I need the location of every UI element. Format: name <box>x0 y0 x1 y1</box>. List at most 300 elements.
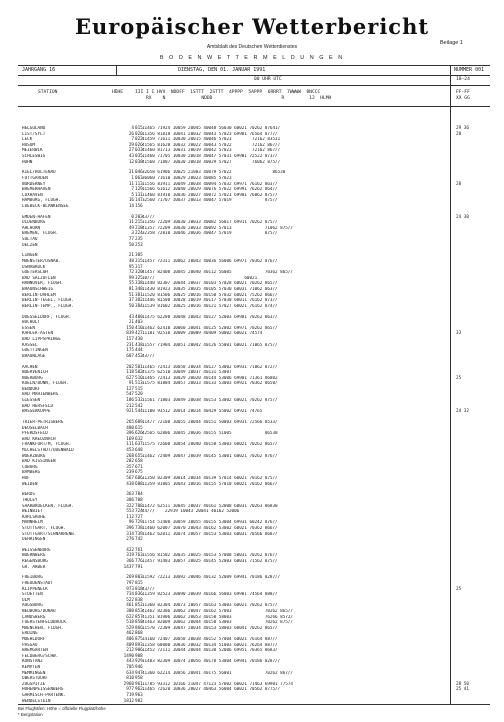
synop-code: 32658 61906 10025 21003 40079 57022 86530 <box>142 170 286 176</box>
station-height: 438 <box>126 481 134 487</box>
gust-value: 33 <box>456 331 462 337</box>
station-index: 838 <box>135 597 143 603</box>
station-height: 16 <box>128 198 134 204</box>
station-index: 224 <box>135 231 143 237</box>
synop-code: 36060 71610 10029 20023 40085 57023 <box>142 175 232 181</box>
station-name: BAD KISSINGEN <box>22 459 56 465</box>
synop-code: 11556 81911 10049 20038 40094 57032 69971 76162 863// <box>142 181 278 187</box>
synop-code: 41351 81906 10062 20053 40158 58003 76266 8572/ <box>142 614 293 620</box>
station-index: 648 <box>135 448 143 453</box>
station-height: 462 <box>126 631 134 637</box>
station-name: GIESSEN <box>22 398 41 404</box>
station-height: 3 <box>131 231 134 237</box>
station-height: 186 <box>126 398 134 404</box>
synop-code: 11561 71803 10049 20038 40153 53002 60021 70262 875// <box>142 398 278 404</box>
station-height: 26 <box>128 131 134 137</box>
station-height: 627 <box>126 375 134 381</box>
station-name: OLDENBURG <box>22 220 46 226</box>
station-name: MEMMINGEN <box>22 670 46 676</box>
synop-code: 41560 71807 10030 20018 40029 57027 76062 875// <box>142 159 281 165</box>
station-index: 501 <box>135 364 143 370</box>
station-index: 403 <box>135 320 143 326</box>
station-height: 49 <box>128 225 134 231</box>
station-index: 626 <box>135 431 143 437</box>
station-height: 268 <box>126 453 134 459</box>
station-height: 212 <box>126 648 134 654</box>
issue-date: DIENSTAG, DEN 01. JANUAR 1991 <box>178 67 266 73</box>
station-index: 868 <box>135 631 143 637</box>
station-height: 719 <box>126 692 134 698</box>
bulletin-subtitle: Amtsblatt des Deutschen Wetterdienstes <box>206 44 298 50</box>
station-index: 542 <box>135 403 143 409</box>
station-name: KIEL/HOLTENAU <box>22 170 56 176</box>
station-height: 48 <box>128 259 134 265</box>
station-index: 253 <box>135 242 143 248</box>
station-index: 131 <box>135 192 143 198</box>
station-name: FELDBERG/SCHW. <box>22 653 59 659</box>
station-index: 026 <box>135 142 143 148</box>
station-index: 502 <box>135 370 143 376</box>
station-index: 317 <box>135 264 143 270</box>
synop-code: 43/// <box>142 353 155 359</box>
station-row <box>18 204 490 210</box>
synop-code: 11575 72608 10054 20040 40158 53003 60021 70262 865// <box>142 442 278 448</box>
station-height: 37 <box>128 298 134 304</box>
station-name: COBURG <box>22 464 38 470</box>
gust-value: 28 <box>456 131 462 137</box>
station-group <box>18 420 490 487</box>
synop-code: 41360 62214 10056 20041 40175 56001 70262 867// <box>142 670 293 676</box>
footnote-mountain: * Bergstation <box>18 711 43 717</box>
station-height: 127 <box>126 386 134 392</box>
station-height: 157 <box>126 336 134 342</box>
synop-code: 11360 82304 10073 20057 40163 53003 60021 70262 875// <box>142 603 278 609</box>
station-index: 427 <box>135 331 143 337</box>
station-index: 853 <box>135 609 143 614</box>
gust-value: 28 <box>456 181 462 187</box>
station-index: 742 <box>135 537 143 543</box>
station-name: NORDERNEY <box>22 181 46 187</box>
station-name: LINGEN <box>22 253 38 259</box>
station-index: 866 <box>135 625 143 631</box>
station-index: 235 <box>135 237 143 243</box>
station-height: 380 <box>126 609 134 614</box>
station-index: 015 <box>135 126 143 131</box>
bulletin-title: Europäischer Wetterbericht <box>74 14 430 39</box>
station-index: 033 <box>135 148 143 154</box>
station-height: 1832 <box>123 698 134 704</box>
synop-code: 41462 82306 10062 20047 40162 57003 70262 865// <box>142 609 293 614</box>
station-height: 461 <box>126 603 134 609</box>
station-height: 265 <box>126 420 134 426</box>
station-name: KARLSRUHE <box>22 514 46 520</box>
station-index: 615 <box>135 425 143 431</box>
station-height: 77 <box>128 237 134 243</box>
station-height: 443 <box>126 659 134 665</box>
station-name: MUENSTER/OSNAB. <box>22 259 61 265</box>
synop-code: 11462 62011 10074 20057 40153 53003 60031 70566 8687/ <box>142 531 278 537</box>
synop-code: 32560 71707 10037 20013 40047 57019 875// <box>142 198 278 204</box>
station-name: LIST/SYLT <box>22 131 46 137</box>
station-name: NUERBURG <box>22 375 43 381</box>
station-name: ERDING <box>22 631 38 637</box>
station-group <box>18 170 490 209</box>
synop-code: 11430 81923 10035 20035 40105 57030 60031 71062 863// <box>142 287 278 292</box>
ff-header-1: FF-FF <box>456 90 470 95</box>
station-index: 430 <box>135 336 143 342</box>
station-name: HAMBURG, FLUGH. <box>22 198 61 204</box>
station-height: 12 <box>128 159 134 165</box>
synop-code: 11557 71904 10051 20042 40126 55001 60021 71065 875// <box>142 342 278 348</box>
station-name: SAARBRUECKEN, FLUGH. <box>22 503 74 509</box>
station-height: 734 <box>126 592 134 598</box>
synop-code: 11462 62410 10060 20041 40125 52002 69971 70262 865// <box>142 325 278 331</box>
station-index: 857 <box>135 614 143 620</box>
station-name: THOLEY <box>22 497 38 503</box>
station-index: 655 <box>135 453 143 459</box>
station-group <box>18 126 490 165</box>
station-name: KONSTANZ <box>22 659 43 665</box>
station-height: 282 <box>126 459 134 465</box>
synop-code: 11556 81502 10035 20025 40153 57008 50031 70262 876// <box>142 553 278 559</box>
station-height: 5 <box>131 192 134 198</box>
synop-code: 11359 81805 10043 20016 40155 57010 60021 70162 866// <box>142 481 278 487</box>
synop-code: 10/// 60021 <box>142 275 258 281</box>
station-index: 818 <box>135 586 143 592</box>
station-height: 4 <box>131 126 134 131</box>
station-height: 553 <box>126 509 134 515</box>
station-name: WEISSENBURG <box>22 547 51 553</box>
synop-code: 11465 71924 10059 20045 40048 56030 60021 70262 87641/ <box>142 126 281 131</box>
station-height: 797 <box>126 581 134 587</box>
station-height: 175 <box>126 348 134 354</box>
station-height: 14 <box>128 203 134 209</box>
station-index: 962 <box>135 687 143 693</box>
section-heading: B O D E N W E T T E R M E L D U N G E N <box>159 55 345 61</box>
station-index: 671 <box>135 464 143 470</box>
issue-number: NUMMER 001 <box>454 67 485 73</box>
station-name: AUGSBURG <box>22 603 43 609</box>
station-height: 1490 <box>123 653 134 659</box>
station-height: 363 <box>126 492 134 498</box>
station-name: WEIDEN <box>22 481 38 487</box>
station-index: 129 <box>135 187 143 193</box>
station-name: HUSUM <box>22 142 35 148</box>
station-index: 947 <box>135 670 143 676</box>
gust-value: 24 30 <box>456 214 469 220</box>
footnotes <box>18 706 106 717</box>
station-height: 319 <box>126 553 134 559</box>
station-height: 406 <box>126 636 134 642</box>
station-index: 893 <box>135 642 143 648</box>
station-name: HOHENPEISSENBERG <box>22 687 64 693</box>
station-height: 357 <box>126 464 134 470</box>
synop-code: 11475 62208 10048 20043 40127 52003 69981 70262 863// <box>142 314 278 320</box>
station-index: 961 <box>135 681 143 687</box>
station-height: 111 <box>126 442 134 448</box>
station-height: 95 <box>128 264 134 270</box>
station-name: KEMPTEN <box>22 664 41 670</box>
station-group <box>18 253 490 309</box>
station-height: 118 <box>126 370 134 376</box>
station-name: KAHLER-ASTEN <box>22 331 54 337</box>
station-name: BRAUNSCHWEIG <box>22 287 54 292</box>
station-name: BENDORF <box>22 386 41 392</box>
synop-code: 11477 72108 10055 20044 40151 50003 69931 72566 8533/ <box>142 420 278 426</box>
station-name: PASSAU <box>22 642 38 648</box>
station-index: 022 <box>135 137 143 143</box>
station-index: 113 <box>135 181 143 187</box>
station-height: 276 <box>126 537 134 543</box>
station-height: 50 <box>128 242 134 248</box>
station-index: 688 <box>135 481 143 487</box>
station-name: BREMERHAVEN <box>22 187 51 193</box>
station-name: MUENCHEN, FLUGH. <box>22 625 64 631</box>
station-height: 202 <box>126 364 134 370</box>
station-index: 761 <box>135 547 143 553</box>
station-row <box>18 160 490 166</box>
synop-code: 11472 62511 10045 20037 40161 52008 60031 70263 86830 <box>142 503 278 509</box>
station-index: 906 <box>135 648 143 654</box>
station-name: WASSERKUPPE <box>22 409 51 415</box>
station-height: 43 <box>128 314 134 320</box>
time-range-label: 18–24 <box>456 77 470 82</box>
synop-code: 11754 51408 10059 20055 40155 53004 69931 60242 876// <box>142 520 278 526</box>
synop-code: 41375 62510 10049 20037 40131 53007 <box>142 370 232 376</box>
synop-code: 11/85 93312 10166 21047 47123 57002 60021 71463 69901 77574 <box>142 681 293 687</box>
station-name: KLIPPENECK <box>22 586 48 592</box>
station-name: OEHRINGEN <box>22 537 46 543</box>
station-height: 409 <box>126 642 134 648</box>
station-index: 020 <box>135 131 143 137</box>
synop-code: 11460 81910 10036 20027 40072 57023 69981 76062 875// <box>142 192 278 198</box>
station-name: BAD LIPPSPRINGE <box>22 336 61 342</box>
synop-code: 11356 81818 10041 20032 40043 57023 69981 76564 877// <box>142 131 278 137</box>
station-name: BREMGARTEN <box>22 648 48 654</box>
synop-code: 43/// <box>142 214 155 220</box>
station-height: 55 <box>128 281 134 287</box>
station-index: 727 <box>135 514 143 520</box>
station-height: 0 <box>131 214 134 220</box>
station-group <box>18 315 490 360</box>
station-height: 50 <box>128 303 134 309</box>
station-name: GR. ARBER <box>22 564 46 570</box>
station-index: 708 <box>135 503 143 509</box>
station-height: 921 <box>126 409 134 415</box>
station-name: TRIER-PETRISBERG <box>22 420 64 426</box>
synop-code: 32358 72010 10046 20036 40047 57019 875// <box>142 231 278 237</box>
station-index: 203 <box>135 214 143 220</box>
synop-code: 41460 81713 10031 20019 40042 57023 72162 867// <box>142 148 281 154</box>
station-height: 518 <box>126 620 134 626</box>
synop-code: 11465 72413 10029 20020 40144 53006 69901 71361 86802 <box>142 375 278 381</box>
station-name: SCHLESWIG <box>22 153 46 159</box>
synop-code: 11457 72311 10062 20043 40036 56006 69971 70362 876// <box>142 259 278 265</box>
station-index: 791 <box>135 564 143 570</box>
gust-value: 25 <box>456 375 462 381</box>
station-height: 322 <box>126 503 134 509</box>
station-index: 739 <box>135 531 143 537</box>
station-index: 658 <box>135 459 143 465</box>
station-height: 705 <box>126 664 134 670</box>
station-height: 396 <box>126 525 134 531</box>
station-index: 515 <box>135 386 143 392</box>
groups-header-2: RX N NDDD R 12 HLMH <box>146 96 332 101</box>
station-height: 91 <box>128 381 134 387</box>
supplement-label: Beilage 1 <box>440 40 463 46</box>
station-index: 410 <box>135 325 143 331</box>
synop-code: 42565 62806 10045 20036 40155 51005 86530 <box>142 431 278 437</box>
station-index: 946 <box>135 664 143 670</box>
synop-code: 11570 72309 10047 20034 40153 58003 60041 70262 865// <box>142 625 278 631</box>
station-height: 81 <box>128 287 134 292</box>
station-index: 852 <box>135 603 143 609</box>
synop-code: 11539 81602 10025 20016 40121 57027 60021 76162 874// <box>142 303 278 309</box>
station-name: STUTTGART/SCHNARRENB. <box>22 531 77 537</box>
station-height: 622 <box>126 614 134 620</box>
station-height: 567 <box>126 475 134 481</box>
station-index: 963 <box>135 692 143 698</box>
gust-value: 24 32 <box>456 409 469 415</box>
station-index: 908 <box>135 653 143 659</box>
station-name: BAMBERG <box>22 470 41 476</box>
station-height: 31 <box>128 170 134 176</box>
station-name: LUEBECK-BLANKENSEE <box>22 203 69 209</box>
station-name: ESSEN <box>22 325 35 331</box>
synop-code: 11359 82523 10090 20039 40166 56003 69901 74564 888// <box>142 592 278 598</box>
station-name: STUTTGART, FLUGH. <box>22 525 66 531</box>
station-name: HOHN <box>22 159 33 165</box>
station-row <box>18 354 490 360</box>
synop-code: 44/// 22919 10043 20041 40162 52006 <box>142 509 240 515</box>
station-index: 046 <box>135 170 143 176</box>
station-name: WEINBIET <box>22 509 43 515</box>
station-height: 231 <box>126 342 134 348</box>
station-name: HANNOVER, FLUGH. <box>22 281 64 287</box>
station-index: 738 <box>135 525 143 531</box>
station-name: BERLIN-DAHLEM <box>22 292 56 298</box>
station-name: HELGOLAND <box>22 126 46 131</box>
station-name: FRANKFURT/M, FLUGH. <box>22 442 72 448</box>
station-group <box>18 215 490 249</box>
station-height: 150 <box>126 325 134 331</box>
height-header: HÖHE <box>112 90 124 95</box>
station-height: 239 <box>126 470 134 476</box>
station-height: 21 <box>128 253 134 259</box>
synop-code: 11460 71705 10030 20018 40047 57031 69901 72522 873// <box>142 153 278 159</box>
station-index: 400 <box>135 314 143 320</box>
station-name: SOLTAU <box>22 237 38 243</box>
station-group <box>18 365 490 415</box>
station-name: OSNABRÜCK <box>22 264 46 270</box>
station-height: 269 <box>126 575 134 581</box>
station-index: 063 <box>135 175 143 181</box>
station-height: 422 <box>126 547 134 553</box>
station-row <box>18 537 490 543</box>
volume: JAHRGANG 16 <box>22 67 56 73</box>
station-height: 529 <box>126 625 134 631</box>
gust-value: 25 41 <box>456 687 469 693</box>
station-name: FREUDENSTADT <box>22 581 54 587</box>
synop-code: 11465 72620 10036 20027 40463 56004 60021 70562 8775// <box>142 687 281 693</box>
footnote-airport: Bei Flughäfen: Höhe = offizielle Flugplatzhöhe <box>18 706 106 711</box>
station-index: 325 <box>135 275 143 281</box>
station-index: 724 <box>135 509 143 515</box>
station-height: 96 <box>128 520 134 526</box>
station-index: 675 <box>135 470 143 476</box>
station-name: MICHELSTADT/ODENWALD <box>22 448 74 453</box>
synop-code: 11452 72111 10044 20044 40138 52006 69951 70365 8683/ <box>142 648 278 654</box>
station-index: 875 <box>135 636 143 642</box>
gust-value: 25 <box>456 586 462 592</box>
station-height: 396 <box>126 431 134 437</box>
station-index: 858 <box>135 620 143 626</box>
synop-code: 43/// <box>142 586 155 592</box>
station-name: KASSEL <box>22 342 38 348</box>
station-index: 215 <box>135 220 143 226</box>
station-index: 532 <box>135 398 143 404</box>
station-group <box>18 575 490 704</box>
station-height: 7 <box>131 137 134 143</box>
station-height: 11 <box>128 181 134 187</box>
station-name: BERLIN-TEGEL, FLUGH. <box>22 298 74 304</box>
station-index: 958 <box>135 676 143 682</box>
station-index: 348 <box>135 287 143 292</box>
station-row <box>18 565 490 571</box>
station-height: 1 <box>131 175 134 181</box>
synop-code: 11575 81804 10057 20033 40133 53003 69921 70362 8650/ <box>142 381 278 387</box>
station-name: BREMEN, FLUGH. <box>22 231 59 237</box>
station-name: GUETERSLOH <box>22 270 48 276</box>
station-row <box>18 482 490 488</box>
station-index: 729 <box>135 520 143 526</box>
gust-value: 29 36 <box>456 126 469 131</box>
station-height: 7 <box>131 187 134 193</box>
station-height: 21 <box>128 320 134 326</box>
station-height: 386 <box>126 497 134 503</box>
synop-code: 41459 71611 10030 20015 40046 57023 72162 83531 <box>142 137 281 143</box>
station-index: 815 <box>135 581 143 587</box>
station-index: 520 <box>135 392 143 398</box>
station-name: BERLIN-TEMP., FLUGH. <box>22 303 74 309</box>
station-index: 708 <box>135 497 143 503</box>
station-index: 637 <box>135 442 143 448</box>
station-name: WUERZBURG <box>22 453 46 459</box>
station-name: NUERNBERG <box>22 553 46 559</box>
station-height: 72 <box>128 270 134 276</box>
station-index: 513 <box>135 381 143 387</box>
station-index: 381 <box>135 292 143 298</box>
station-index: 609 <box>135 420 143 426</box>
station-index: 929 <box>135 659 143 665</box>
station-name: DUESSELDORF, FLUGH. <box>22 314 72 320</box>
station-group <box>18 548 490 570</box>
station-name: EMDEN-HAFEN <box>22 214 51 220</box>
station-name: BERUS <box>22 492 35 498</box>
station-name: BAD MARIENBERG <box>22 392 59 398</box>
synop-code: 14160 72407 10058 20038 40152 57004 60021 76164 887// <box>142 636 278 642</box>
station-height: 43 <box>128 153 134 159</box>
station-row <box>18 243 490 249</box>
station-index: 147 <box>135 198 143 204</box>
synop-code: 11566 61612 10040 20029 40076 57022 69991 76262 864// <box>142 187 278 193</box>
groups-header-1: I I HVV NDDFF 1STTT 2STTT 4PPPP 5APPP 6RRRT 7WWWW 8NCCC <box>146 90 321 95</box>
station-name: BAD SALZUFLEN <box>22 275 56 281</box>
station-name: REGENSBURG <box>22 559 48 565</box>
station-name: LECK <box>22 137 33 143</box>
synop-code: 11101 92518 10009 20009 40409 50002 60021 74574 <box>142 331 263 337</box>
station-height: 366 <box>126 559 134 565</box>
